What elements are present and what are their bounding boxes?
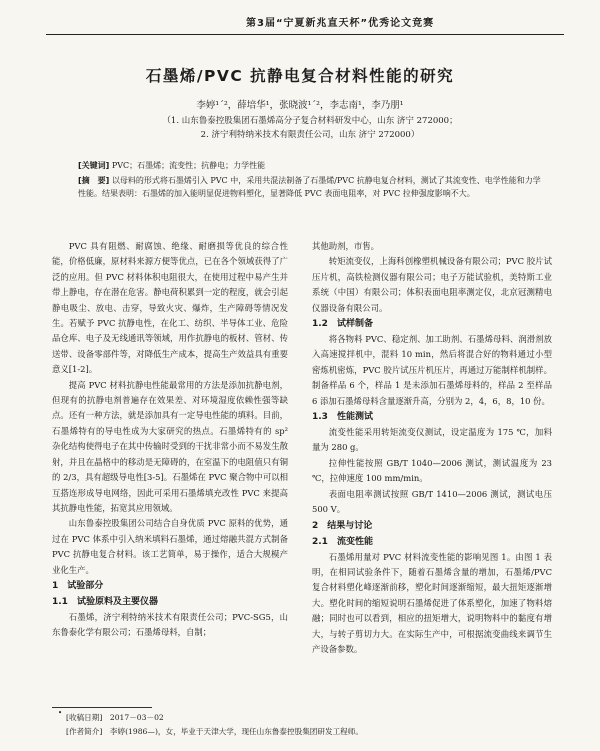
section-heading: 1 试验部分: [52, 580, 104, 591]
author-list: 李婷¹ˊ²，薛培华¹，张晓波¹ˊ²，李志南¹，李乃朋¹: [196, 100, 404, 111]
keywords-text: PVC；石墨烯；流变性；抗静电；力学性能: [111, 161, 266, 170]
footnote-bullet: •: [58, 709, 63, 717]
body-paragraph: 拉伸性能按照 GB/T 1040—2006 测试，测试温度为 23 ℃，拉伸速度 100 mm/min。: [312, 457, 552, 484]
abstract: [78, 174, 548, 200]
section-heading: 1.1 试验原料及主要仪器: [52, 596, 158, 607]
running-header: [46, 10, 564, 35]
body-paragraph: 提高 PVC 材料抗静电性能最常用的方法是添加抗静电剂，但现有的抗静电剂普遍存在效果差、对环境湿度依赖性强等缺点。还有一种方法，就是添加具有一定导电性能的填料。目前，石墨烯特有的导电性成为大家研究的热点。石墨烯特有的 sp² 杂化结构使得电子在其中传输时受到的干扰非常小而不易发生散射，并且在晶格中的移动是无障碍的，在室温下的电阻值只有铜的 2/3，具有超级导电性[3-5]。石墨烯在 PVC 聚合物中可以相互搭连形成导电网络，因此可采用石墨烯填充改性 PVC 来提高其抗静电性能，拓宽其应用领域。: [52, 379, 288, 513]
keywords: [78, 159, 548, 172]
body-paragraph: 石墨烯用量对 PVC 材料流变性能的影响见图 1。由图 1 表明，在相同试验条件下，随着石墨烯含量的增加，石墨烯/PVC 复合材料塑化峰逐渐前移，塑化时间逐渐缩短，最大扭矩逐渐增大。塑化时间的缩短说明石墨烯促进了体系塑化，加速了物料熔融；同时也可以看到，相应的扭矩增大，说明物料中的黏度有增大，与转子剪切力大。在实际生产中，可根据流变曲线来调节生产设备参数。: [312, 551, 552, 654]
section-heading: 2.1 流变性能: [312, 536, 373, 547]
affiliation-2: 2. 济宁利特纳米技术有限责任公司，山东 济宁 272000）: [200, 130, 420, 140]
section-heading: 1.2 试样制备: [312, 319, 373, 330]
body-paragraph: 山东鲁泰控股集团公司结合自身优质 PVC 原料的优势，通过在 PVC 体系中引入纳米填料石墨烯，通过熔融共混方式制备 PVC 抗静电复合材料。该工艺简单，易于操作，适合大规模产业化生产。: [52, 518, 288, 575]
body-paragraph: 表面电阻率测试按照 GB/T 1410—2006 测试，测试电压 500 V。: [312, 488, 552, 515]
body-paragraph: 转矩流变仪，上海科创橡塑机械设备有限公司；PVC 胶片试压片机，高铁检测仪器有限公司；电子万能试验机，美特斯工业系统（中国）有限公司；体积表面电阻率测定仪，北京冠测精电仪器设备有限公司。: [312, 256, 552, 313]
section-heading: 2 结果与讨论: [312, 520, 373, 531]
footnote-author: [作者简介] 李婷(1986—)，女，毕业于天津大学，现任山东鲁泰控股集团研发工程师。: [66, 727, 363, 736]
footnote-received: [收稿日期] 2017－03－02: [66, 713, 164, 722]
footnote-rule: [52, 707, 152, 708]
abstract-label: [摘 要]: [78, 176, 110, 185]
body-paragraph: 将各物料 PVC、稳定剂、加工助剂、石墨烯母料、润滑剂放入高速搅拌机中，混料 10 min，然后将混合好的物料通过小型密炼机密炼，PVC 胶片试压片机压片，再通过万能制样机制样。制备样品 6 个，样品 1 是未添加石墨烯母料的，样品 2 至样品 6 添加石墨烯母料含量逐渐升高，分别为 2，4，6，8，10 份。: [312, 334, 552, 406]
left-column: [52, 239, 288, 641]
body-paragraph: 流变性能采用转矩流变仪测试，设定温度为 175 ℃，加料量为 280 g。: [312, 427, 552, 453]
header-text: 第3届“宁夏新兆直天杯”优秀论文竞赛: [246, 18, 435, 29]
body-paragraph: 其他助剂，市售。: [312, 241, 379, 251]
paper-title: 石墨烯/PVC 抗静电复合材料性能的研究: [145, 67, 455, 85]
keywords-label: [关键词]: [78, 161, 110, 170]
abstract-text: 以母料的形式将石墨烯引入 PVC 中，采用共混法制备了石墨烯/PVC 抗静电复合材料，测试了其流变性、电学性能和力学性能。结果表明：石墨烯的加入能明显促进物料塑化，显著降低 PVC 表面电阻率，对 PVC 拉伸强度影响不大。: [78, 176, 541, 198]
section-heading: 1.3 性能测试: [312, 412, 373, 423]
body-paragraph: 石墨烯，济宁利特纳米技术有限责任公司；PVC-SG5，山东鲁泰化学有限公司；石墨烯母料，自制；: [52, 611, 288, 638]
affiliation-1: （1. 山东鲁泰控股集团石墨烯高分子复合材料研发中心，山东 济宁 272000；: [162, 116, 458, 126]
body-paragraph: PVC 具有阻燃、耐腐蚀、绝缘、耐磨损等优良的综合性能，价格低廉，原材料来源方便等优点，已在各个领域获得了广泛的应用。但 PVC 材料体积电阻很大，在使用过程中易产生并带上静电，存在潜在危害。静电荷积累到一定的程度，就会引起静电吸尘、放电、击穿，导致火灾、爆炸，生产障碍等情况发生。若赋予 PVC 抗静电性，在化工、纺织、半导体工业、危险品仓库、电子及无线通讯等领域，用作抗静电的板材、管材、传送带、设备零部件等，对降低生产成本，提高生产效益具有重要意义[1-2]。: [52, 241, 288, 375]
right-column: [312, 239, 552, 657]
